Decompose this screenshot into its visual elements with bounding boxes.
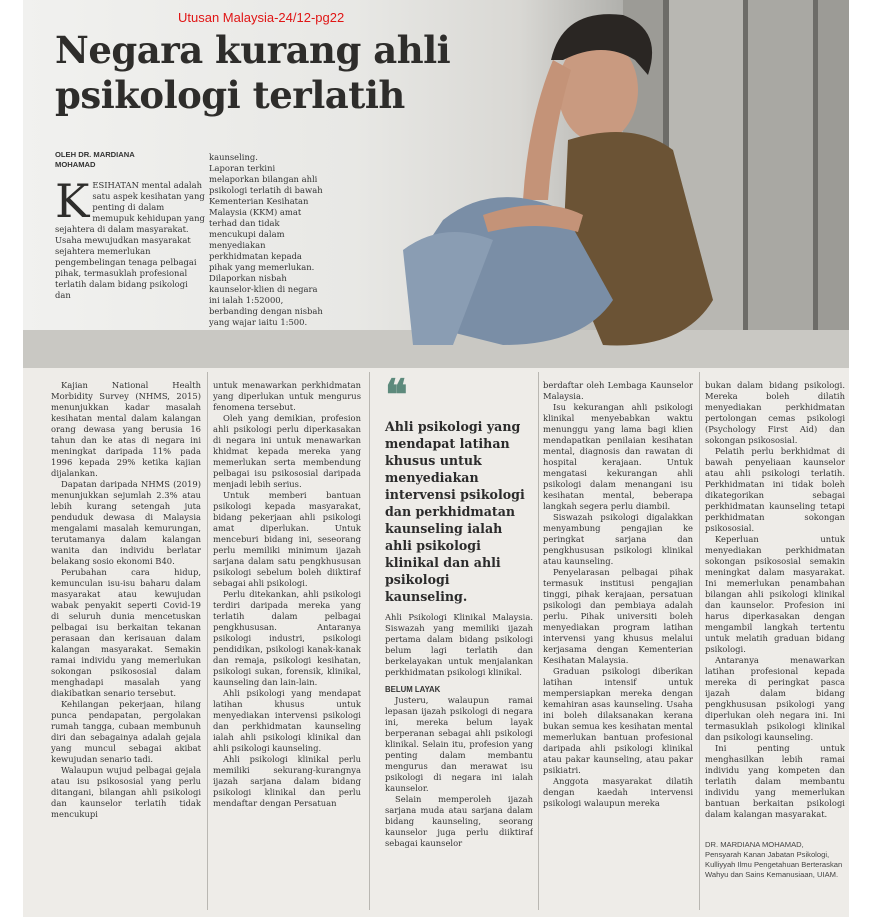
paragraph: bukan dalam bidang psikologi. Mereka boleh dilatih menyediakan perkhidmatan pertolongan cemas psikologi (Psychology First Aid) dan sokongan psikososial. bbox=[705, 380, 845, 445]
body-column-5 bbox=[705, 380, 845, 835]
paragraph: Penyelarasan pelbagai pihak termasuk institusi pengajian tinggi, pihak kerajaan, persatuan psikologi dan pembiaya adalah perlu. Pihak universiti boleh menyediakan program latihan intervensi yang khusus melalui kerjasama dengan Kementerian Kesihatan Malaysia. bbox=[543, 567, 693, 665]
paragraph: Ahli Psikologi Klinikal Malaysia. Siswazah yang memiliki ijazah pertama dalam bidang psikologi belum lagi terlatih dan berkelayakan untuk menjalankan perkhidmatan psikologi klinikal. bbox=[385, 612, 533, 677]
paragraph: Perubahan cara hidup, kemunculan isu-isu baharu dalam masyarakat atau kewujudan wabak penyakit seperti Covid-19 di seluruh dunia mencetuskan pelbagai isu berkaitan tekanan perasaan dan kerisauan dalam kalangan masyarakat. Semakin ramai individu yang memerlukan sokongan psikososial dalam menghadapi masalah yang diakibatkan senario tersebut. bbox=[51, 567, 201, 698]
paragraph: Untuk memberi bantuan psikologi kepada masyarakat, bidang pekerjaan ahli psikologi amat diperlukan. Untuk menceburi bidang ini, seseorang perlu memiliki minimum ijazah sarjana dalam satu pengkhususan psikologi sebelum boleh diiktiraf sebagai ahli psikologi. bbox=[213, 490, 361, 588]
column-divider bbox=[207, 372, 208, 910]
paragraph: Perlu ditekankan, ahli psikologi terdiri daripada mereka yang terlatih dalam pelbagai pengkhususan. Antaranya psikologi industri, psikologi pendidikan, psikologi kanak-kanak dan remaja, psikologi kesihatan, psikologi sukan, forensik, klinikal, kaunseling dan lain-lain. bbox=[213, 589, 361, 687]
intro-text-1: ESIHATAN mental adalah satu aspek kesihatan yang penting di dalam memupuk kehidupan yang sejahtera di dalam masyarakat. Usaha mewujudkan masyarakat sejahtera memerlukan pengembelingan tenaga pelbagai pihak, termasuklah profesional terlatih dalam bidang psikologi dan bbox=[55, 180, 205, 300]
paragraph: Ahli psikologi klinikal perlu memiliki sekurang-kurangnya ijazah sarjana dalam bidang psikologi klinikal dan perlu mendaftar dengan Persatuan bbox=[213, 754, 361, 808]
author-name: DR. MARDIANA MOHAMAD, bbox=[705, 840, 804, 849]
paragraph: Kehilangan pekerjaan, hilang punca pendapatan, pergolakan rumah tangga, cubaan membunuh diri dan sebagainya adalah gejala yang muncul sebagai akibat kewujudan senario tadi. bbox=[51, 699, 201, 764]
body-column-2 bbox=[213, 380, 361, 910]
paragraph: Anggota masyarakat dilatih dengan kaedah intervensi psikologi walaupun mereka bbox=[543, 776, 693, 808]
body-column-4 bbox=[543, 380, 693, 910]
newspaper-page bbox=[23, 0, 849, 917]
paragraph: Dapatan daripada NHMS (2019) menunjukkan sejumlah 2.3% atau lebih kurang setengah juta penduduk dewasa di Malaysia mengalami masalah kemurungan, terutamanya dalam kalangan wanita dan individu berlatar belakang sosio ekonomi B40. bbox=[51, 479, 201, 566]
paragraph: berdaftar oleh Lembaga Kaunselor Malaysia. bbox=[543, 380, 693, 401]
byline: OLEH DR. MARDIANA MOHAMAD bbox=[55, 150, 135, 169]
paragraph: Pelatih perlu berkhidmat di bawah penyeliaan kaunselor atau ahli psikologi terlatih. Perkhidmatan ini tidak boleh dikategorikan sebagai perkhidmatan kaunseling tetapi perkhidmatan sokongan psikososial. bbox=[705, 446, 845, 533]
column-divider bbox=[538, 372, 539, 910]
headline: Negara kurang ahli psikologi terlatih bbox=[55, 28, 451, 117]
paragraph: Selain memperoleh ijazah sarjana muda atau sarjana dalam bidang kaunseling, seorang kaunselor juga perlu diiktiraf sebagai kaunselor bbox=[385, 794, 533, 848]
author-signature bbox=[705, 840, 845, 880]
drop-cap: K bbox=[55, 174, 90, 228]
paragraph: Isu kekurangan ahli psikologi klinikal menyebabkan waktu menunggu yang lama bagi klien mendapatkan penilaian kesihatan mental, diagnosis dan rawatan di hospital kerajaan. Untuk mengatasi kekurangan ahli psikologi dalam menangani isu kesihatan mental, beberapa langkah segera perlu diambil. bbox=[543, 402, 693, 511]
paragraph: untuk menawarkan perkhidmatan yang diperlukan untuk mengurus fenomena tersebut. bbox=[213, 380, 361, 412]
body-column-1 bbox=[51, 380, 201, 910]
paragraph: Kajian National Health Morbidity Survey (NHMS, 2015) menunjukkan kadar masalah kesihatan mental dalam kalangan orang dewasa yang berusia 16 tahun dan ke atas di negara ini meningkat daripada 11% pada 1996 kepada 29% ketika kajian dijalankan. bbox=[51, 380, 201, 478]
paragraph: Walaupun wujud pelbagai gejala atau isu psikososial yang perlu ditangani, bilangan ahli psikologi dan kaunselor terlatih tidak mencukupi bbox=[51, 765, 201, 819]
paragraph: Justeru, walaupun ramai lepasan ijazah psikologi di negara ini, mereka belum layak berperanan sebagai ahli psikologi klinikal. Selain itu, profesion yang penting dalam membantu mengurus dan merawat isu psikologi di negara ini ialah kaunselor. bbox=[385, 695, 533, 793]
column-divider bbox=[699, 372, 700, 910]
body-column-3 bbox=[385, 612, 533, 912]
author-title: Pensyarah Kanan Jabatan Psikologi, Kulliyyah Ilmu Pengetahuan Berteraskan Wahyu dan Sains Kemanusiaan, UIAM. bbox=[705, 850, 843, 879]
intro-column-1 bbox=[55, 174, 205, 301]
paragraph: Oleh yang demikian, profesion ahli psikologi perlu diperkasakan di negara ini untuk menawarkan khidmat kepada mereka yang memerlukan serta membendung pelbagai isu psikososial daripada menjadi lebih serius. bbox=[213, 413, 361, 489]
paragraph: Siswazah psikologi digalakkan menyambung pengajian ke peringkat sarjana dan pengkhususan psikologi klinikal atau kaunseling. bbox=[543, 512, 693, 566]
paragraph: Keperluan untuk menyediakan perkhidmatan sokongan psikososial semakin meningkat dalam masyarakat. Ini memerlukan penambahan bilangan ahli psikologi klinikal dan kaunselor. Profesion ini harus diperkasakan dengan mengambil langkah tertentu untuk melatih graduan bidang psikologi. bbox=[705, 534, 845, 654]
pull-quote: Ahli psikologi yang mendapat latihan khusus untuk menyediakan intervensi psikologi dan perkhidmatan kaunseling ialah ahli psikologi klinikal dan ahli psikologi kaunseling. bbox=[385, 419, 525, 604]
subheading: BELUM LAYAK bbox=[385, 685, 441, 694]
intro-column-2: kaunseling. Laporan terkini melaporkan bilangan ahli psikologi terlatih di bawah Kementerian Kesihatan Malaysia (KKM) amat terhad dan tidak mencukupi dalam menyediakan perkhidmatan kepada pihak yang memerlukan. Dilaporkan nisbah kaunselor-klien di negara ini ialah 1:52000, berbanding dengan nisbah yang wajar iaitu 1:500. bbox=[209, 152, 323, 327]
column-divider bbox=[369, 372, 370, 910]
paragraph: Antaranya menawarkan latihan profesional kepada mereka di peringkat pasca ijazah dalam bidang pengkhususan psikologi yang diperlukan oleh negara ini. Ini termasuklah psikologi klinikal dan psikologi kaunseling. bbox=[705, 655, 845, 742]
paragraph: Graduan psikologi diberikan latihan intensif untuk mempersiapkan mereka dengan kemahiran asas kaunseling. Usaha ini boleh dilaksanakan kerana bukan semua kes kesihatan mental memerlukan bantuan profesional daripada ahli psikologi klinikal atau pakar kaunseling, atau pakar psikiatri. bbox=[543, 666, 693, 775]
paragraph: Ahli psikologi yang mendapat latihan khusus untuk menyediakan intervensi psikologi dan perkhidmatan kaunseling ialah ahli psikologi klinikal dan ahli psikologi kaunseling. bbox=[213, 688, 361, 753]
quote-mark-icon: ❝ bbox=[385, 370, 402, 419]
paragraph: Ini penting untuk menghasilkan lebih ramai individu yang kompeten dan terlatih dalam membantu individu yang memerlukan bantuan berkaitan psikologi dalam kalangan masyarakat. bbox=[705, 743, 845, 819]
source-tag: Utusan Malaysia-24/12-pg22 bbox=[178, 10, 345, 25]
